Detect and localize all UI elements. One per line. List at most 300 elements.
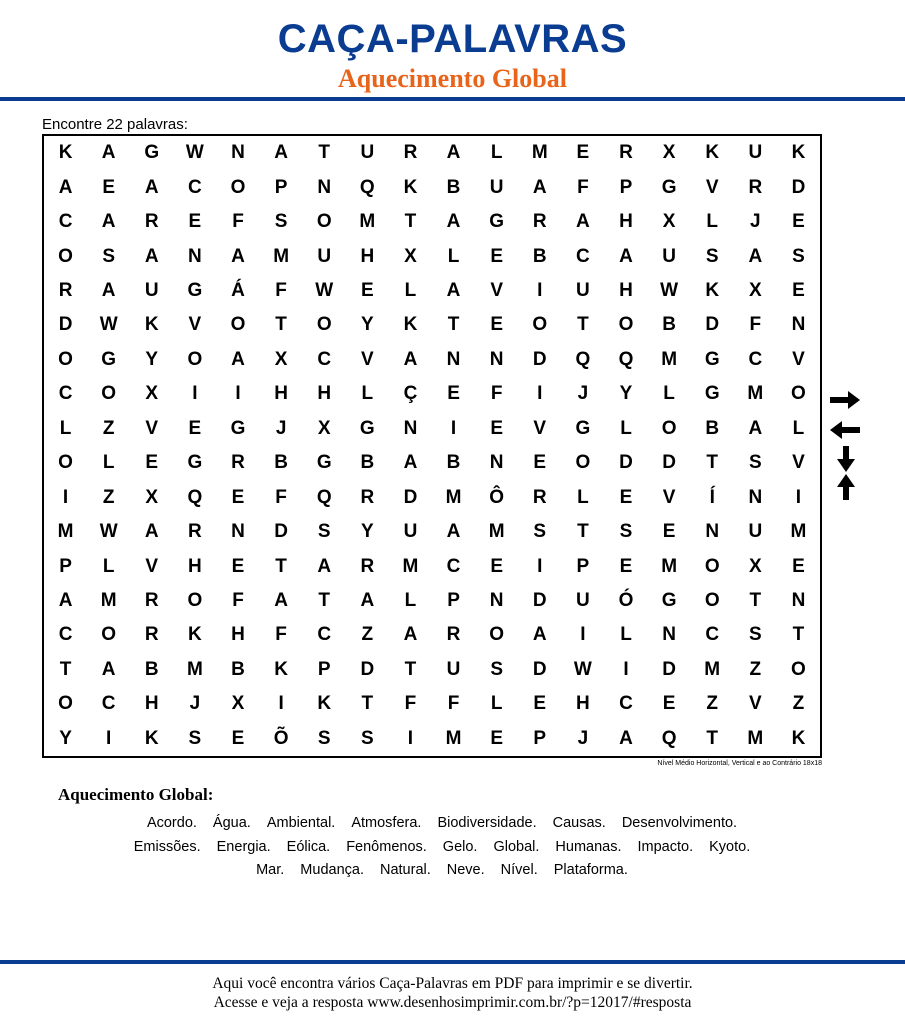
grid-cell: W	[660, 279, 679, 301]
grid-cell: I	[235, 383, 241, 405]
grid-cell: E	[231, 486, 245, 508]
grid-cell: E	[447, 383, 460, 405]
grid-cell: L	[447, 245, 460, 267]
word-item: Global.	[493, 838, 540, 855]
grid-cell: I	[537, 279, 543, 301]
page-subtitle: Aquecimento Global	[338, 64, 567, 93]
grid-cell: O	[58, 693, 73, 715]
grid-cell: G	[489, 211, 505, 233]
grid-cell: E	[662, 693, 676, 715]
grid-cell: B	[360, 452, 375, 474]
grid-cell: I	[795, 486, 802, 508]
grid-cell: E	[102, 176, 115, 198]
word-item: Kyoto.	[709, 838, 751, 855]
grid-cell: N	[705, 521, 720, 543]
grid-cell: M	[100, 589, 117, 611]
grid-cell: L	[577, 486, 589, 508]
grid-cell: G	[230, 417, 246, 439]
grid-cell: V	[360, 348, 374, 370]
grid-cell: C	[58, 211, 73, 233]
grid-cell: F	[749, 314, 762, 336]
grid-cell: M	[186, 658, 203, 680]
grid-cell: F	[232, 211, 244, 233]
grid-cell: R	[532, 211, 547, 233]
grid-cell: U	[317, 245, 332, 267]
grid-cell: V	[533, 417, 547, 439]
word-list-line	[42, 812, 842, 836]
grid-cell: C	[705, 624, 720, 646]
grid-cell: Z	[706, 693, 719, 715]
grid-cell: E	[490, 245, 503, 267]
grid-cell: Í	[709, 486, 715, 508]
word-search-grid	[42, 134, 822, 758]
grid-cell: G	[144, 142, 160, 164]
grid-cell: P	[447, 589, 460, 611]
grid-cell: O	[58, 452, 73, 474]
grid-cell: E	[792, 211, 805, 233]
word-item: Plataforma.	[553, 862, 628, 878]
grid-cell: X	[145, 383, 159, 405]
grid-cell: R	[144, 211, 159, 233]
word-item: Impacto.	[637, 838, 694, 855]
grid-cell: E	[188, 211, 202, 233]
grid-cell: S	[792, 245, 805, 267]
grid-cell: E	[231, 727, 245, 749]
grid-cell: I	[62, 486, 69, 508]
grid-cell: L	[404, 589, 417, 611]
grid-cell: F	[404, 693, 417, 715]
grid-cell: O	[316, 314, 332, 336]
grid-cell: E	[533, 452, 547, 474]
grid-cell: F	[275, 486, 287, 508]
grid-cell: L	[490, 693, 503, 715]
grid-cell: Y	[360, 314, 374, 336]
grid-cell: Ç	[403, 383, 418, 405]
grid-cell: D	[360, 658, 375, 680]
grid-cell: K	[403, 176, 418, 198]
footer-line-1: Aqui você encontra vários Caça-Palavras em PDF para imprimir e se divertir.	[212, 975, 693, 992]
grid-cell: V	[490, 279, 503, 301]
grid-cell: A	[446, 279, 461, 301]
grid-cell: A	[144, 245, 159, 267]
arrow-down-icon	[836, 445, 856, 473]
word-item: Gelo.	[442, 838, 478, 855]
grid-cell: G	[101, 348, 117, 370]
grid-cell: M	[704, 658, 721, 680]
grid-cell: N	[489, 589, 504, 611]
arrow-up-icon	[836, 473, 856, 501]
grid-cell: T	[318, 142, 331, 164]
grid-cell: G	[704, 348, 720, 370]
grid-cell: H	[619, 279, 633, 301]
grid-cell: C	[58, 383, 73, 405]
grid-cell: A	[101, 658, 116, 680]
grid-cell: T	[749, 589, 762, 611]
grid-cell: T	[447, 314, 460, 336]
grid-cell: N	[317, 176, 332, 198]
grid-cell: M	[445, 727, 462, 749]
grid-cell: J	[275, 417, 287, 439]
grid-cell: B	[446, 452, 461, 474]
grid-cell: A	[101, 142, 116, 164]
grid-cell: A	[231, 245, 245, 267]
grid-cell: C	[317, 624, 332, 646]
grid-cell: E	[145, 452, 159, 474]
grid-cell: N	[231, 521, 245, 543]
grid-cell: K	[317, 693, 332, 715]
grid-cell: K	[791, 142, 806, 164]
word-item: Acordo.	[146, 815, 197, 831]
grid-cell: X	[145, 486, 159, 508]
grid-cell: U	[576, 279, 590, 301]
grid-cell: R	[58, 279, 73, 301]
grid-cell: O	[575, 452, 591, 474]
grid-cell: O	[791, 658, 806, 680]
word-item: Energia.	[216, 838, 271, 855]
grid-cell: K	[274, 658, 288, 680]
grid-cell: M	[273, 245, 290, 267]
grid-cell: A	[748, 245, 763, 267]
grid-cell: V	[705, 176, 719, 198]
grid-cell: Y	[59, 727, 72, 749]
instructions: Encontre 22 palavras:	[42, 116, 188, 133]
grid-cell: E	[792, 279, 805, 301]
grid-cell: O	[58, 348, 73, 370]
grid-cell: X	[748, 555, 762, 577]
grid-cell: U	[748, 142, 763, 164]
grid-cell: U	[403, 521, 418, 543]
grid-cell: D	[532, 658, 547, 680]
grid-cell: S	[748, 624, 762, 646]
grid-cell: K	[144, 314, 159, 336]
grid-cell: A	[58, 176, 73, 198]
grid-cell: M	[747, 727, 764, 749]
grid-cell: S	[705, 245, 719, 267]
grid-cell: A	[403, 624, 418, 646]
grid-cell: R	[144, 624, 159, 646]
grid-cell: F	[577, 176, 589, 198]
grid-cell: X	[748, 279, 762, 301]
grid-cell: A	[144, 176, 159, 198]
grid-cell: O	[532, 314, 548, 336]
grid-cell: W	[99, 521, 118, 543]
grid-cell: A	[619, 727, 633, 749]
word-item: Emissões.	[133, 838, 201, 855]
grid-cell: F	[232, 589, 244, 611]
grid-cell: Õ	[273, 727, 289, 749]
grid-cell: I	[407, 727, 414, 749]
grid-cell: I	[278, 693, 284, 715]
grid-cell: N	[403, 417, 418, 439]
grid-cell: A	[748, 417, 763, 439]
grid-cell: I	[623, 658, 629, 680]
word-item: Ambiental.	[266, 815, 336, 831]
footer	[0, 974, 905, 1012]
grid-cell: C	[188, 176, 202, 198]
grid-cell: A	[58, 589, 73, 611]
grid-cell: O	[187, 589, 203, 611]
grid-cell: K	[188, 624, 202, 646]
grid-cell: H	[619, 211, 633, 233]
grid-cell: L	[361, 383, 374, 405]
grid-cell: C	[619, 693, 633, 715]
grid-cell: R	[748, 176, 763, 198]
grid-cell: V	[792, 452, 805, 474]
grid-cell: T	[404, 658, 417, 680]
grid-cell: J	[189, 693, 201, 715]
footer-line-2: Acesse e veja a resposta www.desenhosimprimir.com.br/?p=12017/#resposta	[213, 994, 692, 1011]
grid-cell: I	[580, 624, 586, 646]
word-list	[42, 812, 842, 883]
word-item: Mar.	[256, 862, 285, 878]
grid-cell: P	[619, 176, 633, 198]
grid-cell: A	[576, 211, 590, 233]
grid-cell: R	[231, 452, 245, 474]
grid-cell: Ó	[618, 589, 634, 611]
grid-cell: D	[58, 314, 73, 336]
grid-cell: A	[274, 142, 288, 164]
grid-cell: T	[792, 624, 805, 646]
grid-cell: Q	[187, 486, 203, 508]
grid-cell: R	[360, 486, 375, 508]
grid-cell: I	[192, 383, 198, 405]
grid-cell: N	[662, 624, 676, 646]
grid-cell: M	[445, 486, 462, 508]
grid-cell: C	[58, 624, 73, 646]
grid-cell: D	[662, 452, 676, 474]
grid-cell: H	[317, 383, 332, 405]
grid-cell: E	[533, 693, 547, 715]
grid-cell: I	[106, 727, 112, 749]
grid-cell: G	[316, 452, 332, 474]
page-title: CAÇA-PALAVRAS	[277, 17, 628, 61]
grid-cell: U	[446, 658, 461, 680]
grid-cell: L	[102, 452, 115, 474]
grid-cell: Z	[102, 486, 115, 508]
grid-cell: T	[59, 658, 72, 680]
grid-cell: Z	[361, 624, 374, 646]
grid-cell: U	[576, 589, 590, 611]
grid-cell: L	[102, 555, 115, 577]
grid-cell: P	[533, 727, 547, 749]
grid-cell: A	[403, 452, 418, 474]
grid-cell: C	[101, 693, 116, 715]
grid-cell: Á	[231, 279, 245, 301]
grid-cell: O	[316, 211, 332, 233]
grid-cell: S	[274, 211, 288, 233]
grid-cell: P	[317, 658, 331, 680]
grid-cell: D	[274, 521, 288, 543]
grid-cell: A	[446, 521, 461, 543]
word-item: Eólica.	[286, 838, 331, 855]
grid-cell: Y	[145, 348, 159, 370]
grid-cell: E	[619, 486, 633, 508]
grid-cell: G	[187, 279, 203, 301]
grid-cell: T	[706, 452, 719, 474]
grid-cell: X	[274, 348, 288, 370]
grid-cell: D	[403, 486, 418, 508]
grid-cell: V	[748, 693, 762, 715]
grid-cell: D	[619, 452, 633, 474]
grid-cell: C	[576, 245, 590, 267]
grid-cell: U	[662, 245, 676, 267]
word-item: Água.	[212, 815, 251, 831]
grid-cell: G	[359, 417, 375, 439]
grid-cell: M	[359, 211, 376, 233]
grid-cell: R	[360, 555, 375, 577]
grid-cell: K	[403, 314, 418, 336]
grid-cell: B	[446, 176, 461, 198]
grid-cell: S	[317, 521, 331, 543]
grid-cell: S	[619, 521, 633, 543]
grid-cell: M	[402, 555, 419, 577]
grid-cell: N	[188, 245, 202, 267]
grid-cell: E	[792, 555, 805, 577]
grid-cell: Y	[619, 383, 633, 405]
grid-cell: X	[231, 693, 245, 715]
grid-cell: R	[188, 521, 202, 543]
grid-cell: A	[101, 211, 116, 233]
grid-cell: A	[532, 624, 547, 646]
grid-cell: V	[792, 348, 805, 370]
grid-cell: T	[577, 314, 589, 336]
word-item: Neve.	[446, 862, 485, 878]
word-item: Humanas.	[555, 838, 622, 855]
grid-cell: I	[537, 383, 543, 405]
arrow-right-icon	[828, 389, 862, 411]
grid-cell: C	[748, 348, 763, 370]
grid-cell: A	[360, 589, 375, 611]
word-item: Natural.	[379, 862, 431, 878]
grid-cell: O	[101, 383, 117, 405]
grid-cell: E	[490, 417, 503, 439]
grid-cell: S	[102, 245, 115, 267]
grid-cell: M	[661, 555, 678, 577]
grid-cell: N	[791, 314, 806, 336]
grid-cell: R	[403, 142, 418, 164]
word-item: Causas.	[552, 815, 606, 831]
grid-cell: C	[446, 555, 461, 577]
grid-cell: O	[489, 624, 505, 646]
grid-cell: I	[450, 417, 457, 439]
grid-cell: X	[404, 245, 417, 267]
grid-cell: E	[662, 521, 676, 543]
grid-cell: I	[537, 555, 543, 577]
grid-cell: T	[318, 589, 331, 611]
grid-cell: G	[661, 176, 677, 198]
grid-cell: S	[490, 658, 503, 680]
grid-cell: F	[490, 383, 503, 405]
grid-cell: M	[747, 383, 764, 405]
grid-cell: O	[661, 417, 677, 439]
grid-cell: A	[446, 211, 461, 233]
grid-cell: Q	[618, 348, 634, 370]
grid-cell: D	[662, 658, 676, 680]
grid-cells	[44, 136, 820, 756]
grid-cell: T	[706, 727, 719, 749]
grid-cell: N	[446, 348, 461, 370]
grid-cell: S	[317, 727, 331, 749]
word-item: Fenômenos.	[346, 838, 427, 855]
grid-cell: B	[705, 417, 720, 439]
grid-cell: U	[144, 279, 159, 301]
grid-cell: B	[532, 245, 547, 267]
grid-cell: B	[274, 452, 288, 474]
grid-cell: V	[662, 486, 676, 508]
grid-cell: L	[620, 624, 632, 646]
grid-cell: E	[490, 727, 503, 749]
grid-cell: A	[101, 279, 116, 301]
grid-cell: D	[791, 176, 806, 198]
grid-cell: Y	[360, 521, 374, 543]
grid-cell: O	[704, 555, 720, 577]
grid-cell: H	[576, 693, 590, 715]
grid-cell: J	[750, 211, 761, 233]
grid-cell: L	[59, 417, 72, 439]
grid-cell: L	[404, 279, 417, 301]
word-item: Biodiversidade.	[437, 815, 537, 831]
grid-cell: G	[187, 452, 203, 474]
grid-cell: W	[99, 314, 118, 336]
word-item: Desenvolvimento.	[621, 815, 738, 831]
grid-cell: H	[274, 383, 288, 405]
grid-cell: Q	[316, 486, 332, 508]
grid-cell: W	[315, 279, 334, 301]
grid-cell: T	[361, 693, 374, 715]
grid-cell: T	[404, 211, 417, 233]
grid-cell: M	[488, 521, 505, 543]
grid-cell: X	[317, 417, 331, 439]
grid-cell: Z	[102, 417, 115, 439]
grid-cell: F	[275, 279, 287, 301]
grid-cell: M	[661, 348, 678, 370]
grid-cell: E	[188, 417, 202, 439]
grid-cell: U	[489, 176, 504, 198]
grid-cell: L	[792, 417, 805, 439]
grid-cell: B	[662, 314, 676, 336]
grid-cell: N	[489, 452, 504, 474]
grid-cell: O	[230, 176, 246, 198]
grid-cell: D	[705, 314, 720, 336]
word-item: Atmosfera.	[351, 815, 422, 831]
grid-cell: J	[577, 383, 589, 405]
grid-cell: G	[661, 589, 677, 611]
grid-cell: O	[230, 314, 246, 336]
word-item: Mudança.	[300, 862, 364, 878]
grid-cell: R	[619, 142, 633, 164]
bottom-divider	[0, 960, 905, 964]
grid-cell: U	[748, 521, 763, 543]
grid-cell: R	[446, 624, 461, 646]
grid-cell: X	[662, 211, 676, 233]
grid-cell: E	[490, 555, 503, 577]
grid-cell: A	[274, 589, 288, 611]
grid-cell: F	[275, 624, 287, 646]
grid-cell: C	[317, 348, 332, 370]
grid-cell: N	[791, 589, 806, 611]
grid-cell: W	[573, 658, 592, 680]
grid-cell: H	[144, 693, 159, 715]
grid-cell: M	[790, 521, 807, 543]
grid-cell: Q	[575, 348, 591, 370]
level-note: Nível Médio Horizontal, Vertical e ao Contrário 18x18	[657, 760, 822, 767]
top-divider	[0, 97, 905, 101]
grid-cell: H	[360, 245, 375, 267]
grid-cell: R	[532, 486, 547, 508]
grid-cell: M	[531, 142, 548, 164]
word-list-title: Aquecimento Global:	[58, 785, 214, 804]
grid-cell: N	[231, 142, 245, 164]
